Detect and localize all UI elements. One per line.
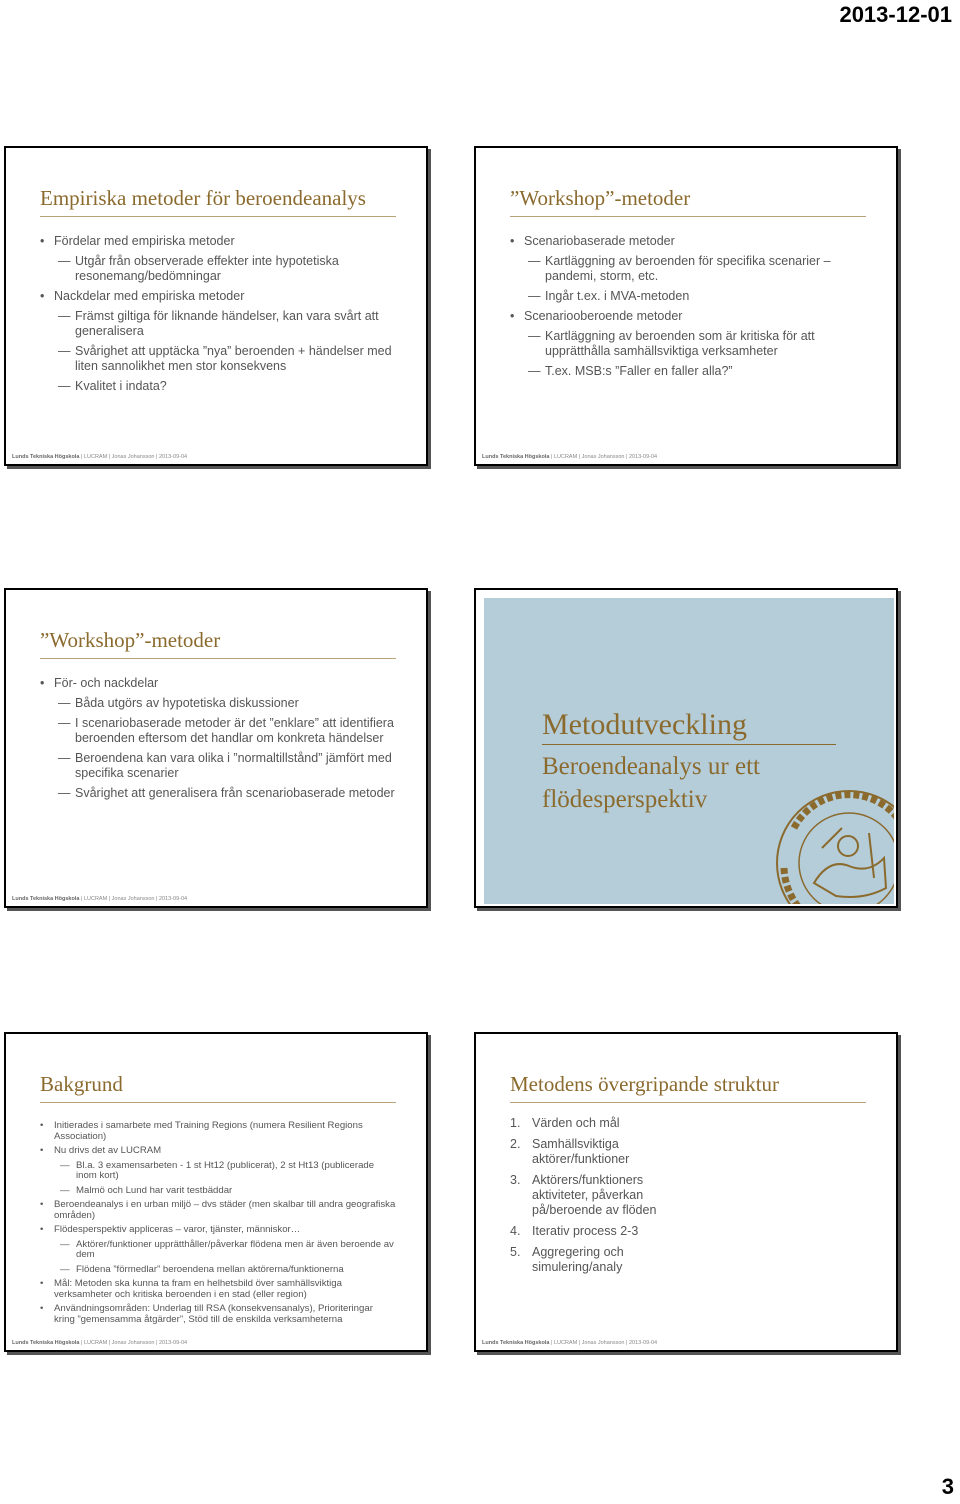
bullet: • Flödesperspektiv appliceras – varor, tjänster, människor… (40, 1225, 396, 1236)
footer-org: Lunds Tekniska Högskola (12, 896, 80, 902)
page-date: 2013-12-01 (839, 2, 952, 27)
cover-panel (484, 598, 894, 904)
cover-subtitle: Beroendeanalys ur ett flödesperspektiv (542, 753, 760, 813)
numbered-item (510, 1173, 682, 1218)
bullet: • Scenariobaserade metoder (510, 234, 866, 249)
numbered-item (510, 1137, 682, 1167)
slide-body (40, 234, 396, 399)
bullet: • Initierades i samarbete med Training Regions (numera Resilient Regions Association) (40, 1121, 396, 1142)
university-seal-icon (774, 788, 894, 904)
footer-org: Lunds Tekniska Högskola (12, 1340, 80, 1346)
item-number: 5. (510, 1245, 521, 1259)
sub-bullet: — Flödena ”förmedlar” beroendena mellan aktörerna/funktionerna (40, 1265, 396, 1276)
slide-bakgrund (4, 1032, 428, 1352)
sub-bullet: — I scenariobaserade metoder är det ”enklare” att identifiera beroenden eftersom det handlar om konkreta händelser (40, 716, 396, 746)
slide-footer (12, 896, 187, 902)
sub-bullet: — Båda utgörs av hypotetiska diskussioner (40, 696, 396, 711)
slide-overgripande-struktur (474, 1032, 898, 1352)
sub-bullet: — Ingår t.ex. i MVA-metoden (510, 289, 866, 304)
sub-bullet: — Svårighet att generalisera från scenariobaserade metoder (40, 786, 396, 801)
slide-body (40, 676, 396, 806)
slide-title: ”Workshop”-metoder (40, 628, 396, 659)
footer-org: Lunds Tekniska Högskola (482, 1340, 550, 1346)
item-text: Aggregering och simulering/analy (532, 1245, 624, 1274)
slide-metodutveckling (474, 588, 898, 908)
bullet: • För- och nackdelar (40, 676, 396, 691)
item-text: Samhällsviktiga aktörer/funktioner (532, 1137, 630, 1166)
slide-title: Empiriska metoder för beroendeanalys (40, 186, 396, 217)
item-number: 4. (510, 1224, 521, 1238)
numbered-item (510, 1224, 682, 1239)
slide-workshop-metoder-1 (474, 146, 898, 466)
bullet: • Scenariooberoende metoder (510, 309, 866, 324)
bullet: • Fördelar med empiriska metoder (40, 234, 396, 249)
slide-body (510, 1116, 866, 1281)
item-text: Aktörers/funktioners aktiviteter, påverkan på/beroende av flöden (532, 1173, 657, 1217)
sub-bullet: — Främst giltiga för liknande händelser, kan vara svårt att generalisera (40, 309, 396, 339)
footer-meta: | LUCRAM | Jonas Johansson | 2013-09-04 (79, 454, 188, 460)
page-number: 3 (941, 1474, 954, 1499)
sub-bullet: — Utgår från observerade effekter inte hypotetiska resonemang/bedömningar (40, 254, 396, 284)
footer-meta: | LUCRAM | Jonas Johansson | 2013-09-04 (549, 454, 658, 460)
item-number: 3. (510, 1173, 521, 1187)
sub-bullet: — Bl.a. 3 examensarbeten - 1 st Ht12 (publicerat), 2 st Ht13 (publicerade inom kort) (40, 1161, 396, 1182)
footer-meta: | LUCRAM | Jonas Johansson | 2013-09-04 (549, 1340, 658, 1346)
item-text: Iterativ process 2-3 (532, 1224, 639, 1238)
bullet: • Nu drivs det av LUCRAM (40, 1146, 396, 1157)
slide-title: Bakgrund (40, 1072, 396, 1103)
sub-bullet: — Beroendena kan vara olika i ”normaltillstånd” jämfört med specifika scenarier (40, 751, 396, 781)
bullet: • Beroendeanalys i en urban miljö – dvs städer (men skalbar till andra geografiska områden) (40, 1200, 396, 1221)
bullet: • Mål: Metoden ska kunna ta fram en helhetsbild över samhällsviktiga verksamheter och kritiska beroenden i en stad (eller region) (40, 1279, 396, 1300)
footer-meta: | LUCRAM | Jonas Johansson | 2013-09-04 (79, 896, 188, 902)
item-text: Värden och mål (532, 1116, 620, 1130)
slide-footer (482, 454, 657, 460)
item-number: 1. (510, 1116, 521, 1130)
bullet: • Användningsområden: Underlag till RSA (konsekvensanalys), Prioriteringar kring ”gemensamma åtgärder”, Stöd till de enskilda verksamheterna (40, 1304, 396, 1325)
slide-empiriska-metoder (4, 146, 428, 466)
numbered-item (510, 1245, 682, 1275)
sub-bullet: — Svårighet att upptäcka ”nya” beroenden + händelser med liten sannolikhet men stor konsekvens (40, 344, 396, 374)
sub-bullet: — Kartläggning av beroenden för specifika scenarier – pandemi, storm, etc. (510, 254, 866, 284)
slide-body (510, 234, 866, 384)
slide-title: ”Workshop”-metoder (510, 186, 866, 217)
footer-org: Lunds Tekniska Högskola (482, 454, 550, 460)
cover-title: Metodutveckling (542, 708, 836, 745)
sub-bullet: — Malmö och Lund har varit testbäddar (40, 1186, 396, 1197)
slide-footer (12, 1340, 187, 1346)
sub-bullet: — Aktörer/funktioner upprätthåller/påverkar flödena men är även beroende av dem (40, 1240, 396, 1261)
bullet: • Nackdelar med empiriska metoder (40, 289, 396, 304)
footer-meta: | LUCRAM | Jonas Johansson | 2013-09-04 (79, 1340, 188, 1346)
slide-footer (12, 454, 187, 460)
slide-title: Metodens övergripande struktur (510, 1072, 866, 1103)
sub-bullet: — T.ex. MSB:s ”Faller en faller alla?” (510, 364, 866, 379)
footer-org: Lunds Tekniska Högskola (12, 454, 80, 460)
item-number: 2. (510, 1137, 521, 1151)
sub-bullet: — Kartläggning av beroenden som är kritiska för att upprätthålla samhällsviktiga verksamheter (510, 329, 866, 359)
slide-workshop-metoder-2 (4, 588, 428, 908)
sub-bullet: — Kvalitet i indata? (40, 379, 396, 394)
slide-body (40, 1121, 396, 1329)
numbered-item (510, 1116, 682, 1131)
slide-footer (482, 1340, 657, 1346)
